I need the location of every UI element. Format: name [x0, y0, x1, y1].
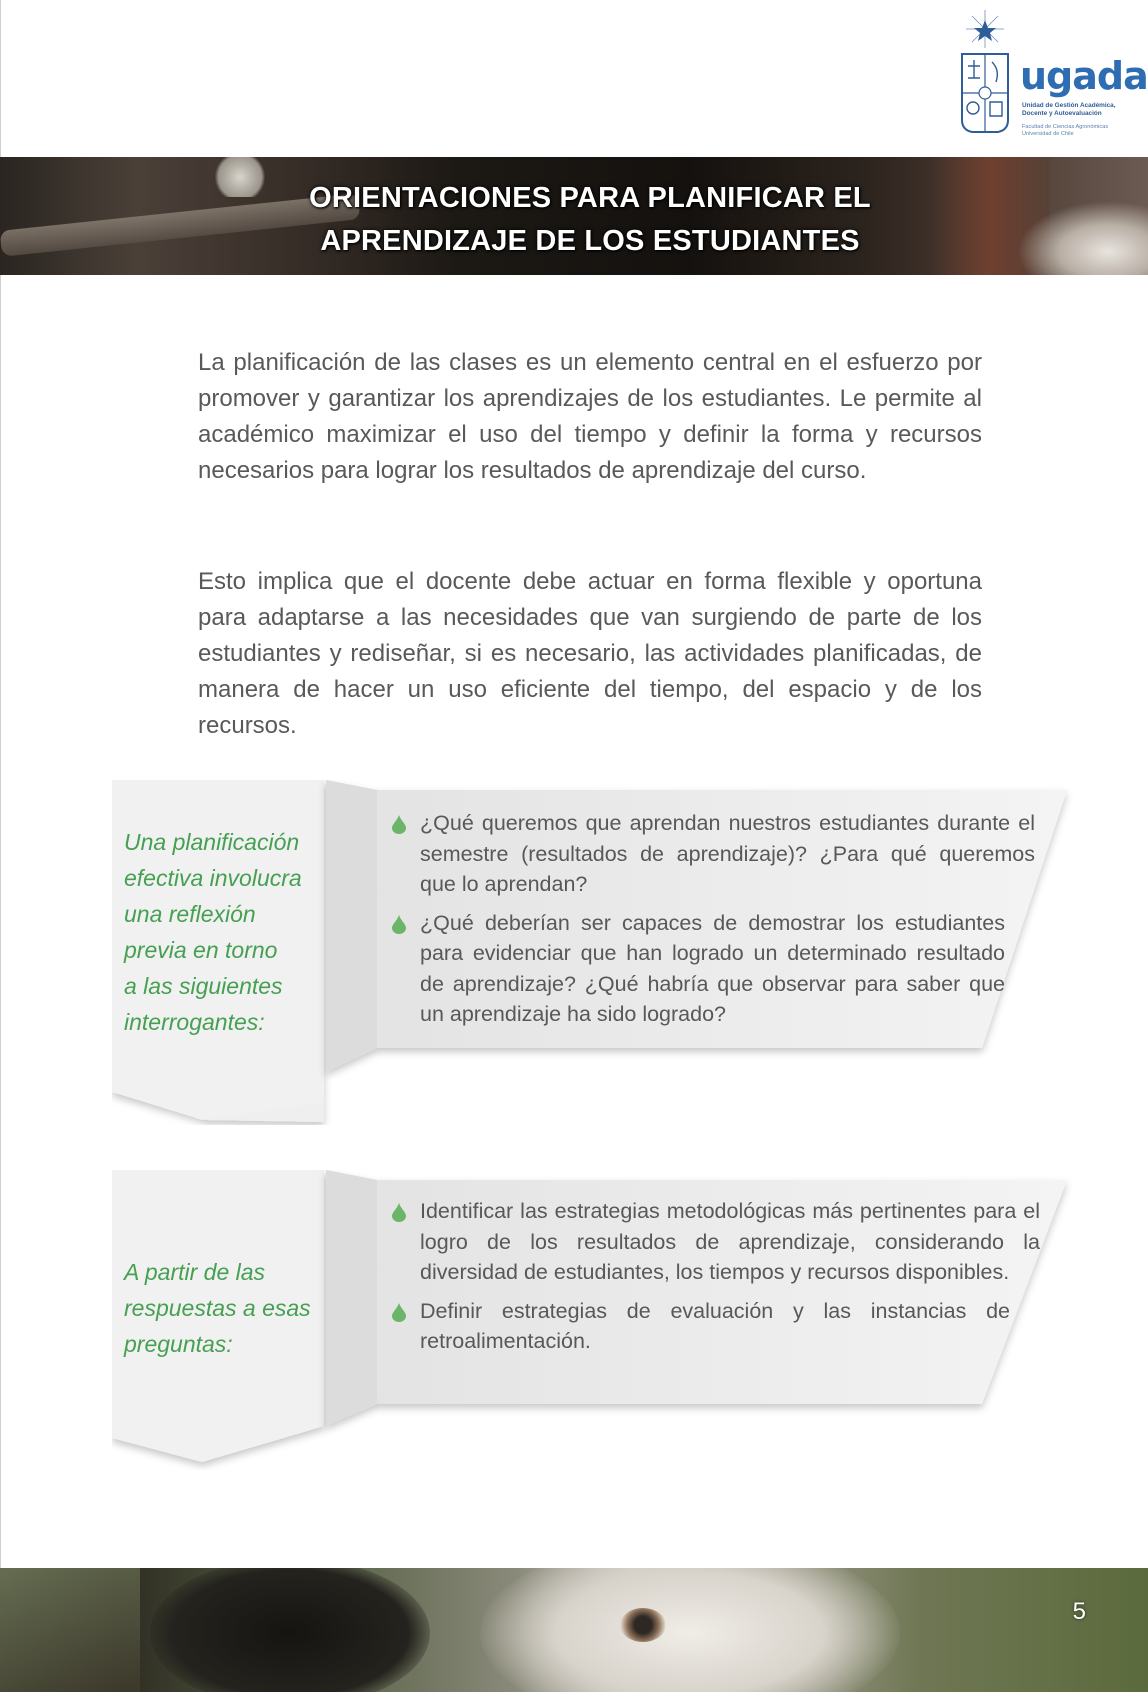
header-banner	[0, 157, 1148, 275]
list-item: ¿Qué queremos que aprendan nuestros estudiantes durante el semestre (resultados de aprendizaje)? ¿Para qué queremos que lo aprendan?	[390, 808, 1035, 900]
box2-lead-text: A partir de las respuestas a esas preguntas:	[124, 1259, 311, 1357]
green-drop-bullet-icon	[392, 1303, 406, 1322]
green-drop-bullet-icon	[392, 815, 406, 834]
list-item: Definir estrategias de evaluación y las instancias de retroalimentación.	[390, 1296, 1010, 1357]
box2-action-list	[390, 1196, 1040, 1365]
logo-unit-name: Unidad de Gestión Académica, Docente y Autoevaluación	[1022, 102, 1116, 117]
list-item: ¿Qué deberían ser capaces de demostrar los estudiantes para evidenciar que han logrado un determinado resultado de aprendizaje? ¿Qué habría que observar para saber que un aprendizaje ha sido logrado?	[390, 908, 1005, 1030]
logo-wordmark: ugada	[1020, 54, 1148, 98]
strategies-box	[112, 1170, 1112, 1470]
green-drop-bullet-icon	[392, 915, 406, 934]
green-drop-bullet-icon	[392, 1203, 406, 1222]
footer-photo-strip	[0, 1568, 1148, 1692]
intro-paragraph-1: La planificación de las clases es un elemento central en el esfuerzo por promover y garantizar los aprendizajes de los estudiantes. Le permite al académico maximizar el uso del tiempo y definir la forma y recursos necesarios para lograr los resultados de aprendizaje del curso.	[198, 349, 982, 484]
page-title: ORIENTACIONES PARA PLANIFICAR EL APRENDIZAJE DE LOS ESTUDIANTES	[309, 182, 871, 257]
university-crest-icon	[950, 8, 1020, 138]
logo-faculty-name: Facultad de Ciencias Agronómicas Universidad de Chile	[1022, 124, 1109, 137]
box1-lead-text: Una planificación efectiva involucra una reflexión previa en torno a las siguientes interrogantes:	[124, 829, 302, 1035]
intro-paragraph-2: Esto implica que el docente debe actuar en forma flexible y oportuna para adaptarse a las necesidades que van surgiendo de parte de los estudiantes y rediseñar, si es necesario, las actividades planificadas, de manera de hacer un uso eficiente del tiempo, del espacio y de los recursos.	[198, 568, 982, 739]
page-number: 5	[1072, 1598, 1086, 1625]
list-item: Identificar las estrategias metodológicas más pertinentes para el logro de los resultados de aprendizaje, considerando la diversidad de estudiantes, los tiempos y recursos disponibles.	[390, 1196, 1040, 1288]
ugada-logo	[950, 8, 1148, 138]
box1-question-list	[390, 808, 1035, 1038]
reflection-box	[112, 780, 1112, 1125]
